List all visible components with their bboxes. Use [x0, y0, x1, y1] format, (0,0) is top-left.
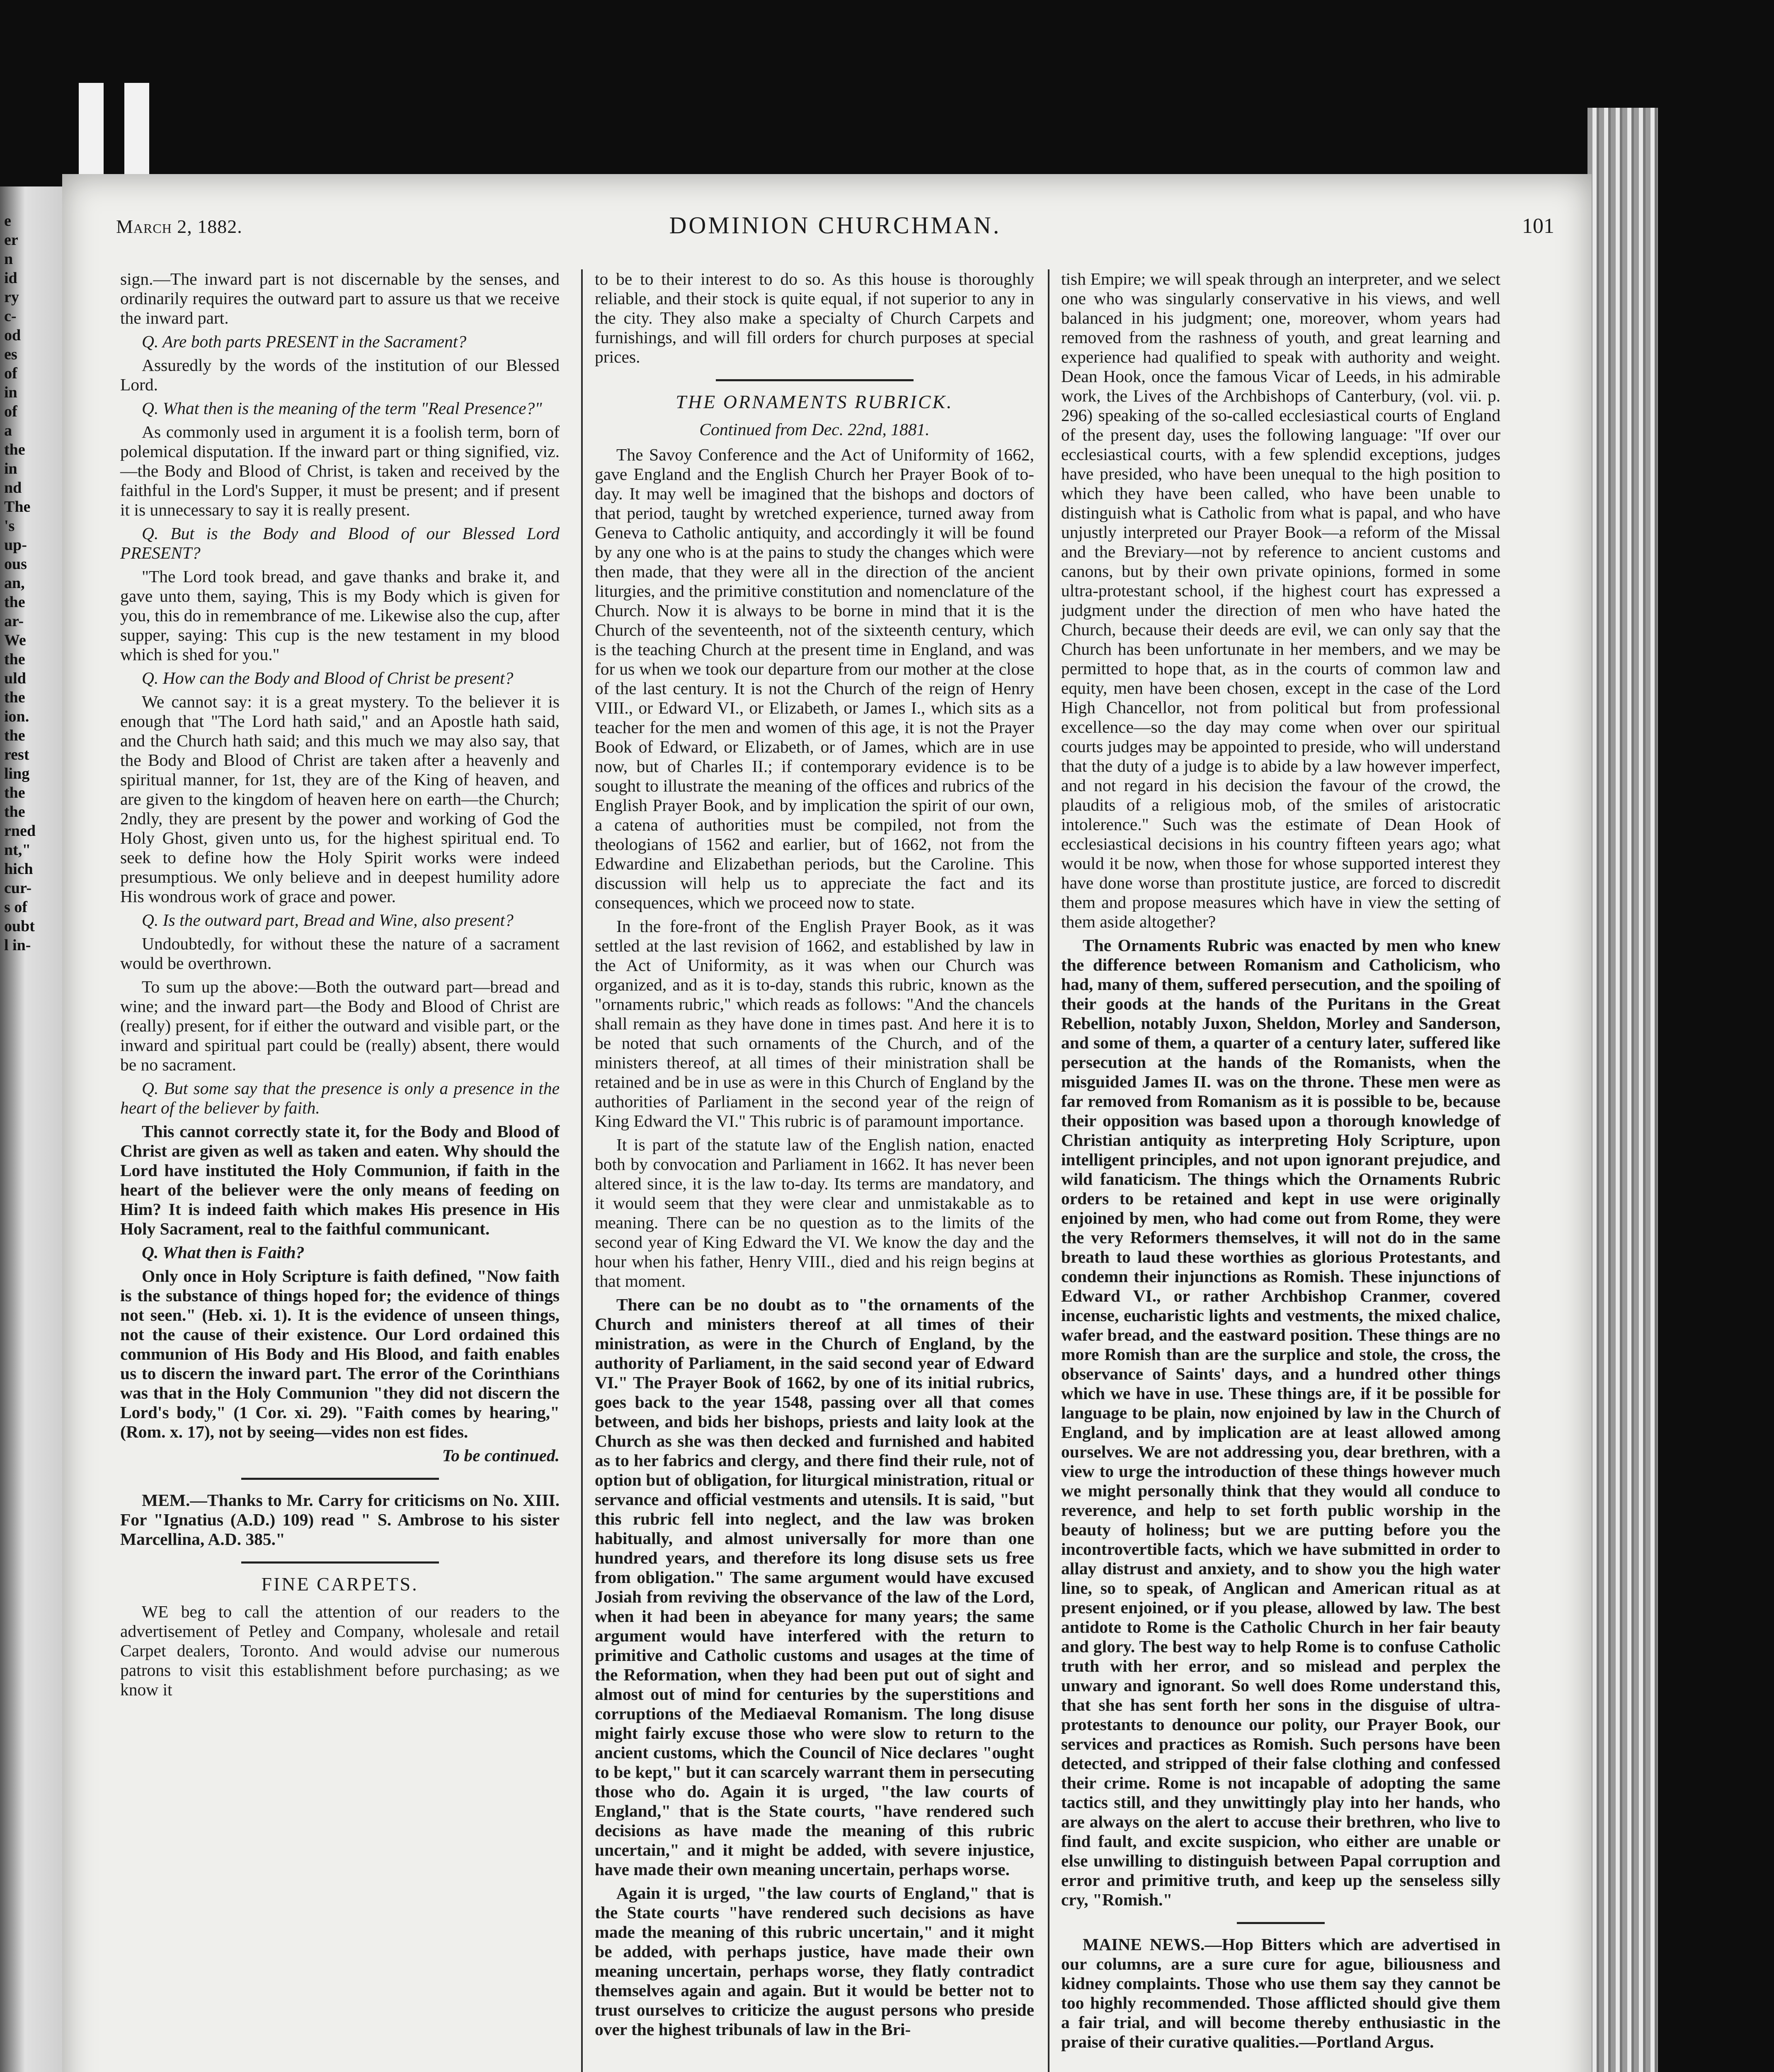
- paragraph: Again it is urged, "the law courts of England," that is the State courts "have rendered such decisions as have made the meaning of this rubric uncertain," and it might be added, with perhaps justice, have made their own meaning uncertain, perhaps worse, they flatly contradict themselves again and again. But it would be better not to trust ourselves to criticize the august persons who preside over the highest tribunals of law in the Bri-: [595, 1883, 1034, 2039]
- article-heading: THE ORNAMENTS RUBRICK.: [676, 391, 953, 412]
- film-frame-bar: [79, 83, 104, 186]
- previous-page-edge: [0, 186, 62, 2072]
- masthead: [116, 211, 1554, 244]
- continued-note: To be continued.: [442, 1446, 560, 1465]
- question: Q. What then is Faith?: [142, 1243, 305, 1262]
- paragraph: sign.—The inward part is not discernable by the senses, and ordinarily requires the outward part to assure us that we receive the inward part.: [120, 269, 560, 327]
- page-number: 101: [1522, 214, 1554, 238]
- question: Q. But some say that the presence is only a presence in the heart of the believer by faith.: [120, 1079, 560, 1117]
- paragraph: Assuredly by the words of the institution of our Blessed Lord.: [120, 356, 560, 394]
- paragraph: This cannot correctly state it, for the Body and Blood of Christ are given as well as taken and eaten. Why should the Lord have instituted the Holy Communion, if faith in the heart of the believer were the only means of feeding on Him? It is indeed faith which makes His presence in His Holy Sacrament, real to the faithful communicant.: [120, 1122, 560, 1238]
- publication-title: DOMINION CHURCHMAN.: [669, 212, 1001, 239]
- paragraph: There can be no doubt as to "the ornaments of the Church and ministers thereof at all times of their ministration, as were in the Church of England, by the authority of Parliament, in the said second year of Edward VI." The Prayer Book of 1662, by one of its initial rubrics, goes back to the year 1548, passing over all that comes between, and bids her bishops, priests and laity look at the Church as she was then decked and furnished and habited as to her fabrics and clergy, and there find their rule, not of option but of obligation, for liturgical ministration, ritual or servance and official vestments and utensils. It is said, "but this rubric fell into neglect, and the law was broken habitually, and almost universally for more than one hundred years, and therefore its long disuse sets us free from obligation." The same argument would have excused Josiah from reviving the observance of the law of the Lord, when it had been in abeyance for many years; the same argument would have interfered with the return to primitive and Catholic customs and usages at the time of the Reformation, when they had been put out of sight and almost out of mind for centuries by the superstitions and corruptions of the Mediaeval Romanism. The long disuse might fairly excuse those who were slow to return to the ancient customs, which the Council of Nice declares "ought to be kept," but it can scarcely warrant them in persecuting those who do. Again it is urged, "the law courts of England," that is the State courts, "have rendered such decisions as have made the meaning of this rubric uncertain," and it might be added, with severe injustice, have made their own meaning uncertain, perhaps worse.: [595, 1295, 1034, 1879]
- film-frame-bar: [124, 83, 149, 186]
- section-heading: FINE CARPETS.: [261, 1573, 419, 1595]
- paragraph: As commonly used in argument it is a foolish term, born of polemical disputation. If the inward part or thing signified, viz.—the Body and Blood of Christ, is taken and received by the faithful in the Lord's Supper, it must be present; and if present it is unnecessary to say it is really present.: [120, 422, 560, 519]
- question: Q. What then is the meaning of the term "Real Presence?": [142, 399, 542, 418]
- paragraph: In the fore-front of the English Prayer Book, as it was settled at the last revision of 1662, and established by law in the Act of Uniformity, as it was when our Church was organized, and as it is to-day, stands this rubric, known as the "ornaments rubric," which reads as follows: "And the chancels shall remain as they have done in times past. And here it is to be noted that such ornaments of the Church, and of the ministers thereof, at all times of their ministration shall be retained and be in use as were in this Church of England by the authorities of Parliament in the second year of the reign of King Edward the VI." This rubric is of paramount importance.: [595, 917, 1034, 1130]
- maine-news: MAINE NEWS.—Hop Bitters which are advertised in our columns, are a sure cure for ague, biliousness and kidney complaints. Those who use them say they cannot be too highly recommended. Those afflicted should give them a fair trial, and will become thereby enthusiastic in the praise of their curative qualities.—Portland Argus.: [1061, 1935, 1500, 2051]
- column-1: [120, 269, 560, 1704]
- paragraph: The Savoy Conference and the Act of Uniformity of 1662, gave England and the English Church her Prayer Book of to-day. It may well be imagined that the bishops and doctors of that period, taught by wretched experience, turned away from Geneva to Catholic antiquity, and accordingly it will be found by any one who is at the pains to study the changes which were then made, that they were all in the direction of the ancient liturgies, and the primitive constitution and nomenclature of the Church. Now it is always to be borne in mind that it is the Church of the seventeenth, not of the sixteenth century, which is the teaching Church at the present time in England, and was for us when we took our departure from our mother at the close of the last century. It is not the Church of the reign of Henry VIII., or Edward VI., or Elizabeth, or James I., which sits as a teacher for the men and women of this age, it is not the Prayer Book of Edward, or Elizabeth, or of James, which are in use now, but of Charles II.; if contemporary evidence is to be sought to illustrate the meaning of the offices and rubrics of the English Prayer Book, and by implication the spirit of our own, a catena of authorities must be compiled, not from the theologians of 1562 and earlier, but of 1662, not from the Edwardine and Elizabethan periods, but the Caroline. This discussion will help us to appreciate the fact and its consequences, which we proceed now to state.: [595, 445, 1034, 912]
- column-3: [1061, 269, 1500, 2056]
- paragraph: Undoubtedly, for without these the nature of a sacrament would be overthrown.: [120, 934, 560, 973]
- column-rule: [581, 269, 583, 2072]
- paragraph: To sum up the above:—Both the outward part—bread and wine; and the inward part—the Body and Blood of Christ are (really) present, for if either the outward and visible part, or the inward and spiritual part could be (really) absent, there would be no sacrament.: [120, 977, 560, 1074]
- section-rule: [241, 1561, 439, 1564]
- column-rule: [1048, 269, 1049, 2072]
- section-rule: [1237, 1922, 1325, 1924]
- paragraph: "The Lord took bread, and gave thanks and brake it, and gave unto them, saying, This is my Body which is given for you, this do in remembrance of me. Likewise also the cup, after supper, saying: This cup is the new testament in my blood which is shed for you.": [120, 567, 560, 664]
- paragraph: We cannot say: it is a great mystery. To the believer it is enough that "The Lord hath said," and an Apostle hath said, and the Church hath said; and this much we may also say, that the Body and Blood of Christ are taken after a heavenly and spiritual manner, for 1st, they are of the King of heaven, and are given to the kingdom of heaven here on earth—the Church; 2ndly, they are present by the power and working of God the Holy Ghost, given unto us, for the highest spiritual end. To seek to define how the Holy Spirit works were indeed presumptious. We only believe and in deepest humility adore His wondrous work of grace and power.: [120, 692, 560, 906]
- paragraph: It is part of the statute law of the English nation, enacted both by convocation and Parliament in 1662. It has never been altered since, it is the law to-day. Its terms are mandatory, and it would seem that they were clear and unmistakable as to meaning. There can be no question as to the limits of the second year of King Edward the VI. We know the day and the hour when his father, Henry VIII., died and his reign begins at that moment.: [595, 1135, 1034, 1290]
- paragraph: WE beg to call the attention of our readers to the advertisement of Petley and Company, wholesale and retail Carpet dealers, Toronto. And would advise our numerous patrons to visit this establishment before purchasing; as we know it: [120, 1602, 560, 1699]
- section-rule: [241, 1478, 439, 1480]
- column-2: [595, 269, 1034, 2043]
- question: Q. How can the Body and Blood of Christ be present?: [142, 668, 514, 687]
- newspaper-page: [62, 174, 1592, 2072]
- book-page-edges: [1587, 108, 1658, 2072]
- paragraph: Only once in Holy Scripture is faith defined, "Now faith is the substance of things hoped for; the evidence of things not seen." (Heb. xi. 1). It is the evidence of unseen things, not the cause of their existence. Our Lord ordained this communion of His Body and His Blood, and faith enables us to discern the inward part. The error of the Corinthians was that in the Holy Communion "they did not discern the Lord's body," (1 Cor. xi. 29). "Faith comes by hearing," (Rom. x. 17), not by seeing—vides non est fides.: [120, 1266, 560, 1441]
- paragraph: to be to their interest to do so. As this house is thoroughly reliable, and their stock is quite equal, if not superior to any in the city. They also make a specialty of Church Carpets and furnishings, and will fill orders for church purposes at special prices.: [595, 269, 1034, 366]
- question: Q. But is the Body and Blood of our Blessed Lord PRESENT?: [120, 524, 560, 562]
- article-subhead: Continued from Dec. 22nd, 1881.: [699, 420, 930, 439]
- question: Q. Are both parts PRESENT in the Sacrament?: [142, 332, 467, 351]
- issue-date: March 2, 1882.: [116, 216, 242, 237]
- section-rule: [716, 379, 914, 381]
- previous-page-fragments: e er n id ry c- od es of in of a the in nd The 's up- ous an, the ar- We the uld the ion. the rest ling the the rned nt," hich cur- s of oubt l in-: [4, 212, 36, 954]
- paragraph: The Ornaments Rubric was enacted by men who knew the difference between Romanism and Catholicism, who had, many of them, suffered persecution, and the spoiling of their goods at the hands of the Puritans in the Great Rebellion, notably Juxon, Sheldon, Morley and Sanderson, and some of them, a quarter of a century later, suffered like persecution at the hands of the Romanists, when the misguided James II. was on the throne. These men were as far removed from Romanism as it is possible to be, because their opposition was based upon a thorough knowledge of Christian antiquity as interpreting Holy Scripture, upon intelligent principles, and not upon ignorant prejudice, and wild fanaticism. The things which the Ornaments Rubric orders to be retained and kept in use were originally enjoined by men, who had come out from Rome, they were the very Reformers themselves, it will not do in the same breath to laud these worthies as glorious Protestants, and condemn their injunctions as Romish. These injunctions of Edward VI., or rather Archbishop Cranmer, covered incense, eucharistic lights and vestments, the mixed chalice, wafer bread, and the eastward position. These things are no more Romish than are the surplice and stole, the cross, the observance of Saints' days, and a hundred other things which we have in use. These things are, if it be possible for language to be plain, now enjoined by law in the Church of England, and by implication are at least allowed among ourselves. We are not addressing you, dear brethren, with a view to urge the introduction of these things however much we might personally think that they would all conduce to reverence, and help to set forth public worship in the beauty of holiness; but we are putting before you the incontrovertible facts, which we have submitted in order to allay distrust and anxiety, and to show you the high water line, so to speak, of Anglican and American ritual as at present enjoined, or if you please, allowed by law. The best antidote to Rome is the Catholic Church in her fair beauty and glory. The best way to help Rome is to confuse Catholic truth with her error, and so mislead and perplex the unwary and ignorant. So well does Rome understand this, that she has sent forth her sons in the disguise of ultra-protestants to denounce our polity, our Prayer Book, our services and practices as Romish. Such persons have been detected, and stripped of their false clothing and confessed their crime. Rome is not incapable of adopting the same tactics still, and they unwittingly play into her hands, who are always on the alert to accuse their brethren, who live to find fault, and excite suspicion, who either are unable or else unwilling to distinguish between Papal corruption and error and primitive truth, and keep up the senseless silly cry, "Romish.": [1061, 936, 1500, 1909]
- mem-note: MEM.—Thanks to Mr. Carry for criticisms on No. XIII. For "Ignatius (A.D.) 109) read " S. Ambrose to his sister Marcellina, A.D. 385.": [120, 1491, 560, 1549]
- question: Q. Is the outward part, Bread and Wine, also present?: [142, 910, 514, 929]
- paragraph: tish Empire; we will speak through an interpreter, and we select one who was singularly conservative in his views, and well balanced in his judgment; one, moreover, whom years had removed from the rashness of youth, and great learning and experience had qualified to speak with authority and weight. Dean Hook, once the famous Vicar of Leeds, in his admirable work, the Lives of the Archbishops of Canterbury, (vol. vii. p. 296) speaking of the so-called ecclesiastical courts of England of the present day, uses the following language: "If over our ecclesiastical courts, with a few splendid exceptions, judges have presided, who have been unequal to the high position to which they have been called, who have been unable to distinguish what is Catholic from what is papal, and who have unjustly interpreted our Prayer Book—a reform of the Missal and the Breviary—not by reference to ancient customs and canons, but by their own private opinions, formed in some ultra-protestant school, if the highest court has expressed a judgment under the direction of men who have hated the Church, because their deeds are evil, we can only say that the Church has been unfortunate in her members, and we may be permitted to hope that, as in the courts of common law and equity, men have been chosen, except in the case of the Lord High Chancellor, not from political but from professional excellence—so the day may come when over our spiritual courts judges may be appointed to preside, who will understand that the duty of a judge is to abide by a law however imperfect, and not regard in his decision the favour of the crowd, the plaudits of a religious mob, of the smiles of aristocratic intolerence." Such was the estimate of Dean Hook of ecclesiastical decisions in his country fifteen years ago; what would it be now, when those for whose supported interest they have done worse than prostitute justice, are forced to discredit them and propose measures which have in view the setting of them aside altogether?: [1061, 269, 1500, 931]
